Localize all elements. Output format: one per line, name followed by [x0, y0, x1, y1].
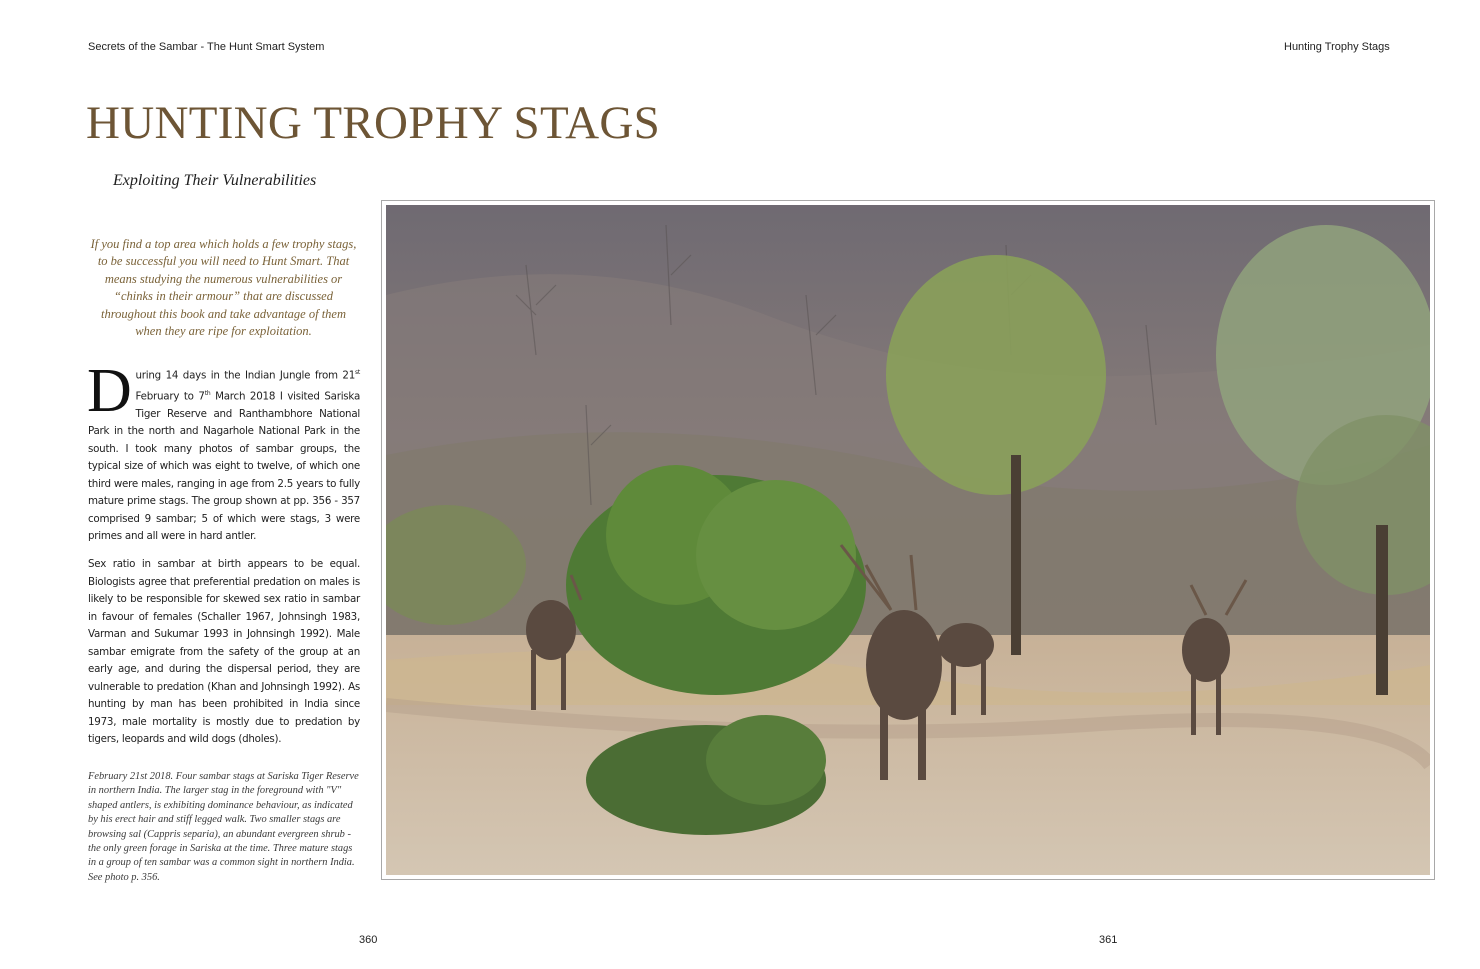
- body-paragraph-2: Sex ratio in sambar at birth appears to be equal. Biologists agree that preferential predation on males is likely to be responsible for skewed sex ratio in sambar in favour of females (Schaller 1967, Johnsingh 1983, Varman and Sukumar 1993 in Johnsingh 1992). Male sambar emigrate from the safety of the group at an early age, and during the dispersal period, they are vulnerable to predation (Khan and Johnsingh 1992). As hunting by man has been prohibited in India since 1973, male mortality is mostly due to predation by tigers, leopards and wild dogs (dholes).: [88, 558, 360, 745]
- running-head-left: Secrets of the Sambar - The Hunt Smart System: [88, 41, 325, 53]
- para1-text-b: February to 7: [135, 390, 205, 403]
- running-head-right: Hunting Trophy Stags: [1284, 41, 1390, 53]
- drop-cap: D: [87, 357, 132, 425]
- sambar-stags-photo: [386, 205, 1430, 875]
- page-number-left: 360: [359, 934, 378, 946]
- para1-text-a: uring 14 days in the Indian Jungle from 21: [135, 369, 356, 382]
- photo-caption: February 21st 2018. Four sambar stags at Sariska Tiger Reserve in northern India. The larger stag in the foreground with "V" shaped antlers, is exhibiting dominance behaviour, as indicated by his erect hair and stiff legged walk. Two smaller stags are browsing sal (Cappris separia), an abundant evergreen shrub - the only green forage in Sariska at the time. Three mature stags in a group of ten sambar was a common sight in northern India. See photo p. 356.: [88, 771, 359, 883]
- para1-text-c: March 2018 I visited Sariska Tiger Reserve and Ranthambhore National Park in the north and Nagarhole National Park in the south. I took many photos of sambar groups, the typical size of which was eight to twelve, of which one third were males, ranging in age from 2.5 years to fully mature prime stags. The group shown at pp. 356 - 357 comprised 9 sambar; 5 of which were stags, 3 were primes and all were in hard antler.: [88, 390, 361, 543]
- chapter-title: HUNTING TROPHY STAGS: [86, 97, 661, 149]
- para1-sup-a: st: [355, 369, 360, 376]
- page-number-right: 361: [1099, 934, 1118, 946]
- body-paragraph-1: [87, 357, 361, 546]
- photo-frame: [381, 200, 1435, 880]
- chapter-subtitle: Exploiting Their Vulnerabilities: [113, 172, 317, 189]
- pull-quote: If you find a top area which holds a few trophy stags, to be successful you will need to Hunt Smart. That means studying the numerous vulnerabilities or “chinks in their armour” that are discussed throughout this book and take advantage of them when they are ripe for exploitation.: [90, 237, 357, 339]
- para1-sup-b: th: [204, 389, 211, 397]
